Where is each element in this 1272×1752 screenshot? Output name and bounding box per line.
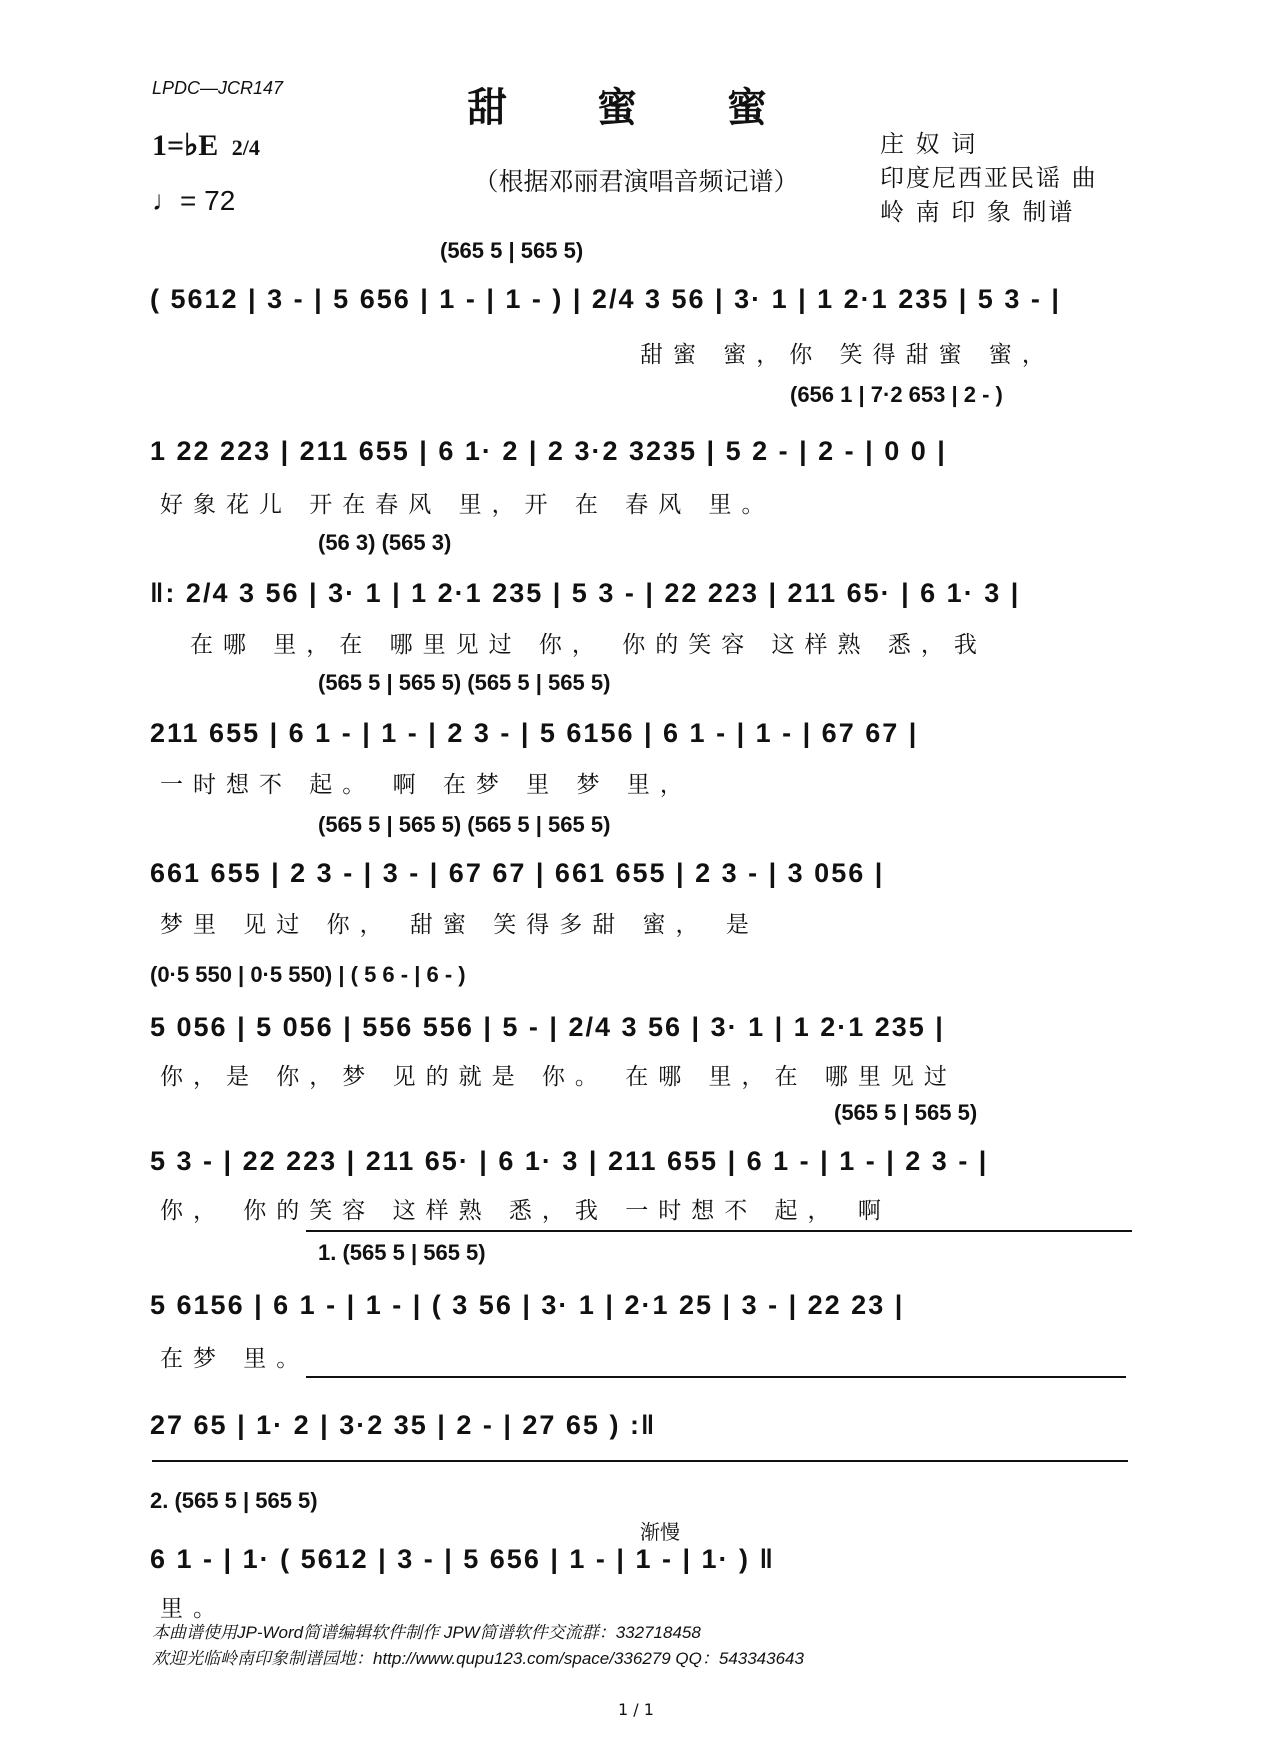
system-7-lyrics: 你， 你的笑容 这样熟 悉，我 一时想不 起， 啊: [160, 1198, 891, 1224]
system-3-top: (56 3) (565 3): [318, 530, 452, 555]
time-signature: 2/4: [231, 135, 260, 160]
system-5-notes: 661 655 | 2 3 - | 3 - | 67 67 | 661 655 | 2 3 - | 3 056 |: [150, 858, 885, 888]
system-4-lyrics: 一时想不 起。 啊 在梦 里 梦 里，: [160, 772, 693, 798]
system-10-notes: 6 1 - | 1· ( 5612 | 3 - | 5 656 | 1 - | 1 - | 1· ) ‖: [150, 1544, 775, 1574]
system-8-top: 1. (565 5 | 565 5): [318, 1240, 486, 1265]
system-1-top: (565 5 | 565 5): [440, 238, 584, 263]
system-10-top: 2. (565 5 | 565 5): [150, 1488, 318, 1513]
system-4-notes: 211 655 | 6 1 - | 1 - | 2 3 - | 5 6156 | 6 1 - | 1 - | 67 67 |: [150, 718, 919, 748]
volta-1-bracket-continued: [306, 1376, 1126, 1378]
footer-line-2: 欢迎光临岭南印象制谱园地：http://www.qupu123.com/space/336279 QQ：543343643: [152, 1649, 804, 1668]
system-8-lyrics: 在梦 里。: [160, 1346, 310, 1372]
system-5-lyrics: 梦里 见过 你， 甜蜜 笑得多甜 蜜， 是: [160, 912, 759, 938]
system-3-notes: ‖: 2/4 3 56 | 3· 1 | 1 2·1 235 | 5 3 - | 22 223 | 211 65· | 6 1· 3 |: [150, 578, 1021, 608]
key-label: 1=♭E: [152, 129, 219, 162]
song-title: 甜 蜜 蜜: [467, 84, 805, 131]
system-8-notes: 5 6156 | 6 1 - | 1 - | ( 3 56 | 3· 1 | 2·1 25 | 3 - | 22 23 |: [150, 1290, 905, 1320]
tempo-marking: ♩= 72: [152, 185, 236, 216]
page-number: 1 / 1: [618, 1700, 654, 1719]
system-10-lyrics: 里。: [160, 1596, 226, 1622]
system-5-top: (565 5 | 565 5) (565 5 | 565 5): [318, 812, 611, 837]
arranger-credit: 岭 南 印 象 制谱: [880, 198, 1075, 226]
system-2-notes: 1 22 223 | 211 655 | 6 1· 2 | 2 3·2 3235 | 5 2 - | 2 - | 0 0 |: [150, 436, 947, 466]
system-9-notes: 27 65 | 1· 2 | 3·2 35 | 2 - | 27 65 ) :‖: [150, 1410, 657, 1440]
volta-2-bracket: [152, 1460, 1128, 1462]
system-1-notes: ( 5612 | 3 - | 5 656 | 1 - | 1 - ) | 2/4 3 56 | 3· 1 | 1 2·1 235 | 5 3 - |: [150, 284, 1061, 314]
key-signature: [152, 128, 260, 163]
footer-line-1: 本曲谱使用JP-Word简谱编辑软件制作 JPW简谱软件交流群：332718458: [152, 1623, 701, 1642]
system-2-top: (656 1 | 7·2 653 | 2 - ): [790, 382, 1003, 407]
song-subtitle: （根据邓丽君演唱音频记谱）: [473, 167, 799, 196]
composer-credit: 印度尼西亚民谣 曲: [880, 164, 1098, 192]
lyricist-credit: 庄 奴 词: [880, 130, 978, 158]
system-3-lyrics: 在哪 里，在 哪里见过 你， 你的笑容 这样熟 悉，我: [190, 632, 987, 658]
volta-1-bracket: [306, 1230, 1132, 1232]
ritardando-mark: 渐慢: [640, 1520, 680, 1544]
system-7-top: (565 5 | 565 5): [834, 1100, 978, 1125]
system-6-notes: 5 056 | 5 056 | 556 556 | 5 - | 2/4 3 56 | 3· 1 | 1 2·1 235 |: [150, 1012, 945, 1042]
score-code: LPDC—JCR147: [152, 78, 284, 98]
system-1-lyrics: 甜蜜 蜜，你 笑得甜蜜 蜜，: [640, 342, 1055, 368]
system-6-top: (0·5 550 | 0·5 550) | ( 5 6 - | 6 - ): [150, 962, 466, 987]
system-4-top: (565 5 | 565 5) (565 5 | 565 5): [318, 670, 611, 695]
system-2-lyrics: 好象花儿 开在春风 里，开 在 春风 里。: [160, 492, 775, 518]
system-7-notes: 5 3 - | 22 223 | 211 65· | 6 1· 3 | 211 655 | 6 1 - | 1 - | 2 3 - |: [150, 1146, 989, 1176]
system-6-lyrics: 你，是 你，梦 见的就是 你。 在哪 里，在 哪里见过: [160, 1064, 957, 1090]
